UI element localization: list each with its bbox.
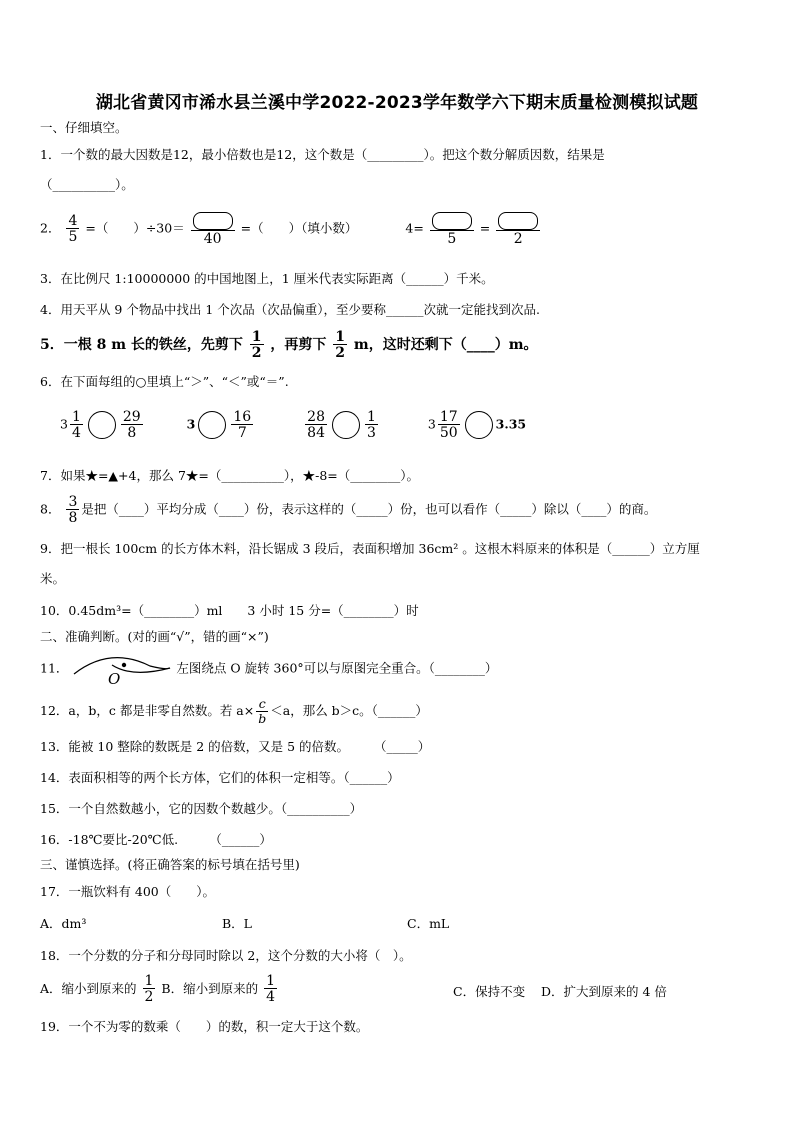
question-1-line-2: （__________）。 xyxy=(40,177,134,192)
question-6: 6．在下面每组的○里填上“＞”、“＜”或“＝”. xyxy=(40,374,289,389)
compare-group-2: 3 $\frac{16}{7}$ xyxy=(186,409,252,441)
compare-group-1: 3 $\frac{1}{4}$ $\frac{29}{8}$ xyxy=(60,409,141,441)
fraction-3-8: $\frac{3}{8}$ xyxy=(68,494,78,526)
fraction-1-2: $\frac{1}{2}$ xyxy=(251,329,262,361)
compare-circle[interactable] xyxy=(465,411,493,439)
question-4: 4．用天平从 9 个物品中找出 1 个次品（次品偏重），至少要称______次就一定能找到次品. xyxy=(40,302,540,317)
question-18-options xyxy=(40,974,279,1004)
question-16: 16．-18℃要比-20℃低. （______） xyxy=(40,832,272,847)
question-14: 14．表面积相等的两个长方体，它们的体积一定相等。（______） xyxy=(40,770,400,785)
question-17-option-b[interactable]: B．L xyxy=(222,916,252,931)
fraction-blank-2: 2 xyxy=(496,212,540,246)
section-heading-3: 三、谨慎选择。(将正确答案的标号填在括号里) xyxy=(40,857,300,872)
question-8: 8． $\frac{3}{8}$ 是把（____）平均分成（____）份，表示这样的（_____）份，也可以看作（_____）除以（____）的商。 xyxy=(40,494,657,526)
question-2: 2． $\frac{4}{5}$ =（ ）÷30＝ 40 =（ ）（填小数） 4= 5 = 2 xyxy=(40,212,542,246)
fraction-1-4: $\frac{1}{4}$ xyxy=(266,973,276,1005)
question-18: 18．一个分数的分子和分母同时除以 2，这个分数的大小将（ ）。 xyxy=(40,948,412,963)
question-7: 7．如果★=▲+4，那么 7★=（__________），★-8=（________）。 xyxy=(40,468,420,483)
compare-group-3: $\frac{28}{84}$ $\frac{1}{3}$ xyxy=(307,409,376,441)
fraction-blank-40: 40 xyxy=(191,212,235,246)
question-18-option-d[interactable]: D．扩大到原来的 4 倍 xyxy=(541,984,667,999)
question-11: 11． O 左图绕点 O 旋转 360°可以与原图完全重合。（________） xyxy=(40,652,497,686)
fraction-1-2: $\frac{1}{2}$ xyxy=(335,329,346,361)
question-17-option-c[interactable]: C．mL xyxy=(407,916,450,931)
question-5: 5．一根 8 m 长的铁丝，先剪下 $\frac{1}{2}$ ，再剪下 $\frac{1}{2}$ m，这时还剩下（____）m。 xyxy=(40,329,538,361)
question-12: 12．a，b，c 都是非零自然数。若 a× $\frac{c}{b}$ ＜a，那么 b＞c。（______） xyxy=(40,696,428,726)
question-18-option-b[interactable]: B．缩小到原来的 $\frac{1}{4}$ xyxy=(161,973,276,1005)
question-15: 15．一个自然数越小，它的因数个数越少。（__________） xyxy=(40,801,363,816)
fraction-blank-5: 5 xyxy=(430,212,474,246)
fraction-1-2: $\frac{1}{2}$ xyxy=(144,973,154,1005)
fraction-c-b: $\frac{c}{b}$ xyxy=(258,696,267,726)
question-6-groups xyxy=(60,410,526,440)
fraction-4-5: $\frac{4}{5}$ xyxy=(68,213,78,245)
question-1-line-1: 1．一个数的最大因数是12，最小倍数也是12，这个数是（_________）。把这个数分解质因数，结果是 xyxy=(40,147,605,162)
question-10: 10．0.45dm³=（________）ml 3 小时 15 分=（________）时 xyxy=(40,603,419,618)
compare-circle[interactable] xyxy=(332,411,360,439)
question-17-option-a[interactable]: A．dm³ xyxy=(40,916,87,931)
compare-group-4: 3 $\frac{17}{50}$ 3.35 xyxy=(427,409,527,441)
question-17: 17．一瓶饮料有 400（ ）。 xyxy=(40,884,215,899)
question-9-line-1: 9．把一根长 100cm 的长方体木料，沿长锯成 3 段后，表面积增加 36cm² 。这根木料原来的体积是（______）立方厘 xyxy=(40,541,700,556)
blank-box[interactable] xyxy=(193,212,233,230)
page-title: 湖北省黄冈市浠水县兰溪中学2022-2023学年数学六下期末质量检测模拟试题 xyxy=(95,93,699,113)
section-heading-2: 二、准确判断。(对的画“√”，错的画“×”) xyxy=(40,629,269,644)
question-9-line-2: 米。 xyxy=(40,571,66,586)
question-18-option-a[interactable]: A．缩小到原来的 $\frac{1}{2}$ xyxy=(40,973,154,1005)
question-13: 13．能被 10 整除的数既是 2 的倍数，又是 5 的倍数。 （_____） xyxy=(40,739,431,754)
question-3: 3．在比例尺 1:10000000 的中国地图上，1 厘米代表实际距离（______）千米。 xyxy=(40,271,494,286)
compare-circle[interactable] xyxy=(88,411,116,439)
rotation-figure xyxy=(72,652,172,686)
compare-circle[interactable] xyxy=(198,411,226,439)
point-o-label: O xyxy=(108,670,121,686)
blank-box[interactable] xyxy=(498,212,538,230)
question-19: 19．一个不为零的数乘（ ）的数，积一定大于这个数。 xyxy=(40,1019,369,1034)
blank-box[interactable] xyxy=(432,212,472,230)
section-heading-1: 一、仔细填空。 xyxy=(40,120,128,135)
question-18-option-c[interactable]: C．保持不变 xyxy=(453,984,526,999)
